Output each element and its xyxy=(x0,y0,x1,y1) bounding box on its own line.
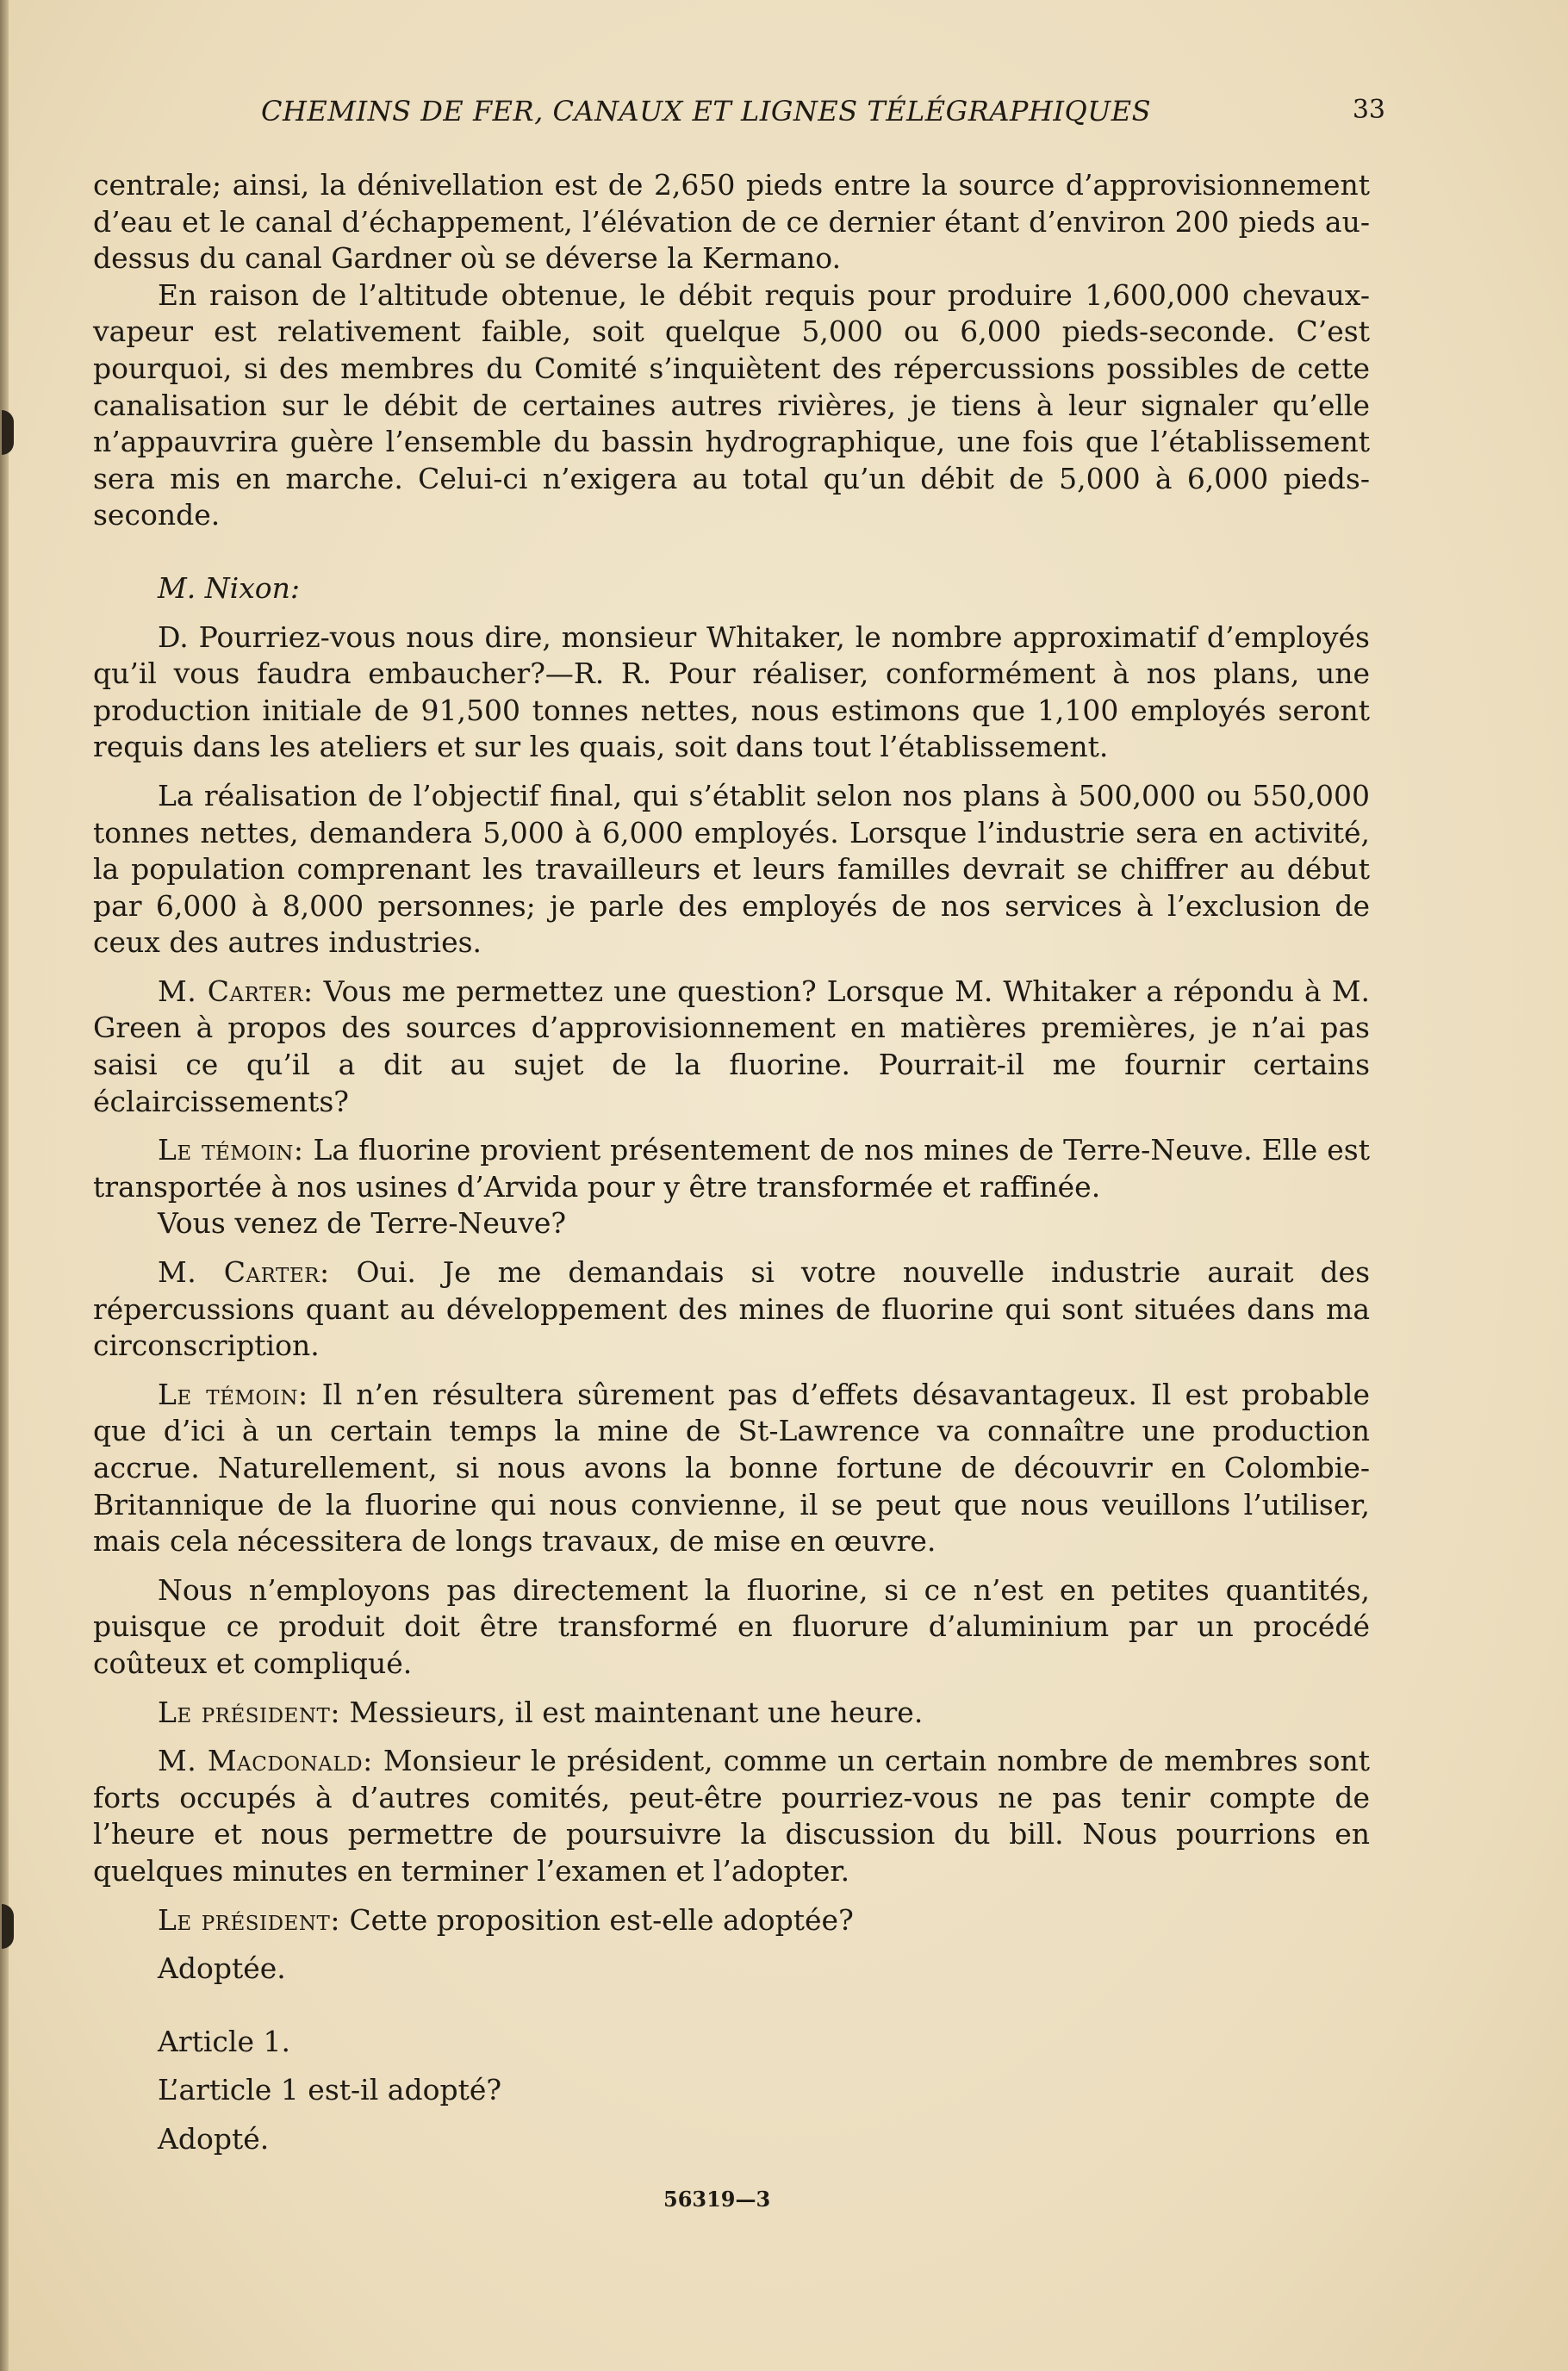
paragraph: L’article 1 est-il adopté? xyxy=(158,2073,502,2107)
paragraph: Le président: Cette proposition est-elle adoptée? xyxy=(158,1902,854,1937)
speaker-label: M. Macdonald: xyxy=(158,1744,373,1778)
paragraph: M. Carter: Oui. Je me demandais si votre nouvelle industrie aurait des répercussions quant au développement des mines de fluorine qui sont situées dans ma circonscription. xyxy=(93,1255,1370,1363)
paragraph: La réalisation de l’objectif final, qui s’établit selon nos plans à 500,000 ou 550,000 tonnes nettes, demandera 5,000 à 6,000 employés. Lorsque l’industrie sera en activité, la population comprenant les travailleurs et leurs familles devrait se chiffrer au début par 6,000 à 8,000 personnes; je parle des employés de nos services à l’exclusion de ceux des autres industries. xyxy=(93,778,1370,960)
paragraph: Le président: Messieurs, il est maintenant une heure. xyxy=(158,1695,924,1729)
speaker-label: Le président: xyxy=(158,1695,340,1729)
binding-notch xyxy=(2,410,14,455)
speaker-label: Le témoin: xyxy=(158,1133,304,1167)
speaker-label: Le témoin: xyxy=(158,1377,308,1411)
paragraph: Adoptée. xyxy=(158,1951,286,1986)
paragraph: centrale; ainsi, la dénivellation est de 2,650 pieds entre la source d’approvisionnement d’eau et le canal d’échappement, l’élévation de ce dernier étant d’environ 200 pieds au-dessus du canal Gardner où se déverse la Kermano. xyxy=(93,168,1370,276)
speaker-label: M. Carter: xyxy=(158,974,314,1008)
running-title: CHEMINS DE FER, CANAUX ET LIGNES TÉLÉGRAPHIQUES xyxy=(261,95,1151,128)
paragraph: En raison de l’altitude obtenue, le débit requis pour produire 1,600,000 chevaux-vapeur est relativement faible, soit quelque 5,000 ou 6,000 pieds-seconde. C’est pourquoi, si des membres du Comité s’inquiètent des répercussions possibles de cette canalisation sur le débit de certaines autres rivières, je tiens à leur signaler qu’elle n’appauvrira guère l’ensemble du bassin hydrographique, une fois que l’établissement sera mis en marche. Celui-ci n’exigera au total qu’un débit de 5,000 à 6,000 pieds-seconde. xyxy=(93,277,1370,532)
speaker-label: Le président: xyxy=(158,1902,340,1937)
binding-edge xyxy=(0,0,9,2371)
print-code: 56319—3 xyxy=(663,2187,771,2212)
paragraph: Nous n’employons pas directement la fluorine, si ce n’est en petites quantités, puisque ce produit doit être transformé en fluorure d’aluminium par un procédé coûteux et compliqué. xyxy=(93,1572,1370,1680)
page-body xyxy=(93,167,1370,2158)
speaker-label: M. Carter: xyxy=(158,1255,330,1290)
binding-notch xyxy=(2,1904,14,1949)
page-number: 33 xyxy=(1352,95,1385,125)
speaker-heading: M. Nixon: xyxy=(158,570,301,605)
paragraph: Vous venez de Terre-Neuve? xyxy=(158,1206,567,1241)
page-header xyxy=(93,95,1385,138)
paragraph: Le témoin: Il n’en résultera sûrement pas d’effets désavantageux. Il est probable que d’ici à un certain temps la mine de St-Lawrence va connaître une production accrue. Naturellement, si nous avons la bonne fortune de découvrir en Colombie-Britannique de la fluorine qui nous convienne, il se peut que nous veuillons l’utiliser, mais cela nécessitera de longs travaux, de mise en œuvre. xyxy=(93,1377,1370,1559)
paragraph: D. Pourriez-vous nous dire, monsieur Whitaker, le nombre approximatif d’employés qu’il vous faudra embaucher?—R. R. Pour réaliser, conformément à nos plans, une production initiale de 91,500 tonnes nettes, nous estimons que 1,100 employés seront requis dans les ateliers et sur les quais, soit dans tout l’établissement. xyxy=(93,619,1370,764)
paragraph: Le témoin: La fluorine provient présentement de nos mines de Terre-Neuve. Elle est transportée à nos usines d’Arvida pour y être transformée et raffinée. xyxy=(93,1133,1370,1204)
paragraph: M. Macdonald: Monsieur le président, comme un certain nombre de membres sont forts occupés à d’autres comités, peut-être pourriez-vous ne pas tenir compte de l’heure et nous permettre de poursuivre la discussion du bill. Nous pourrions en quelques minutes en terminer l’examen et l’adopter. xyxy=(93,1744,1370,1888)
paragraph: Article 1. xyxy=(158,2024,290,2058)
paragraph: M. Carter: Vous me permettez une question? Lorsque M. Whitaker a répondu à M. Green à propos des sources d’approvisionnement en matières premières, je n’ai pas saisi ce qu’il a dit au sujet de la fluorine. Pourrait-il me fournir certains éclaircissements? xyxy=(93,974,1370,1118)
paragraph: Adopté. xyxy=(158,2121,270,2156)
